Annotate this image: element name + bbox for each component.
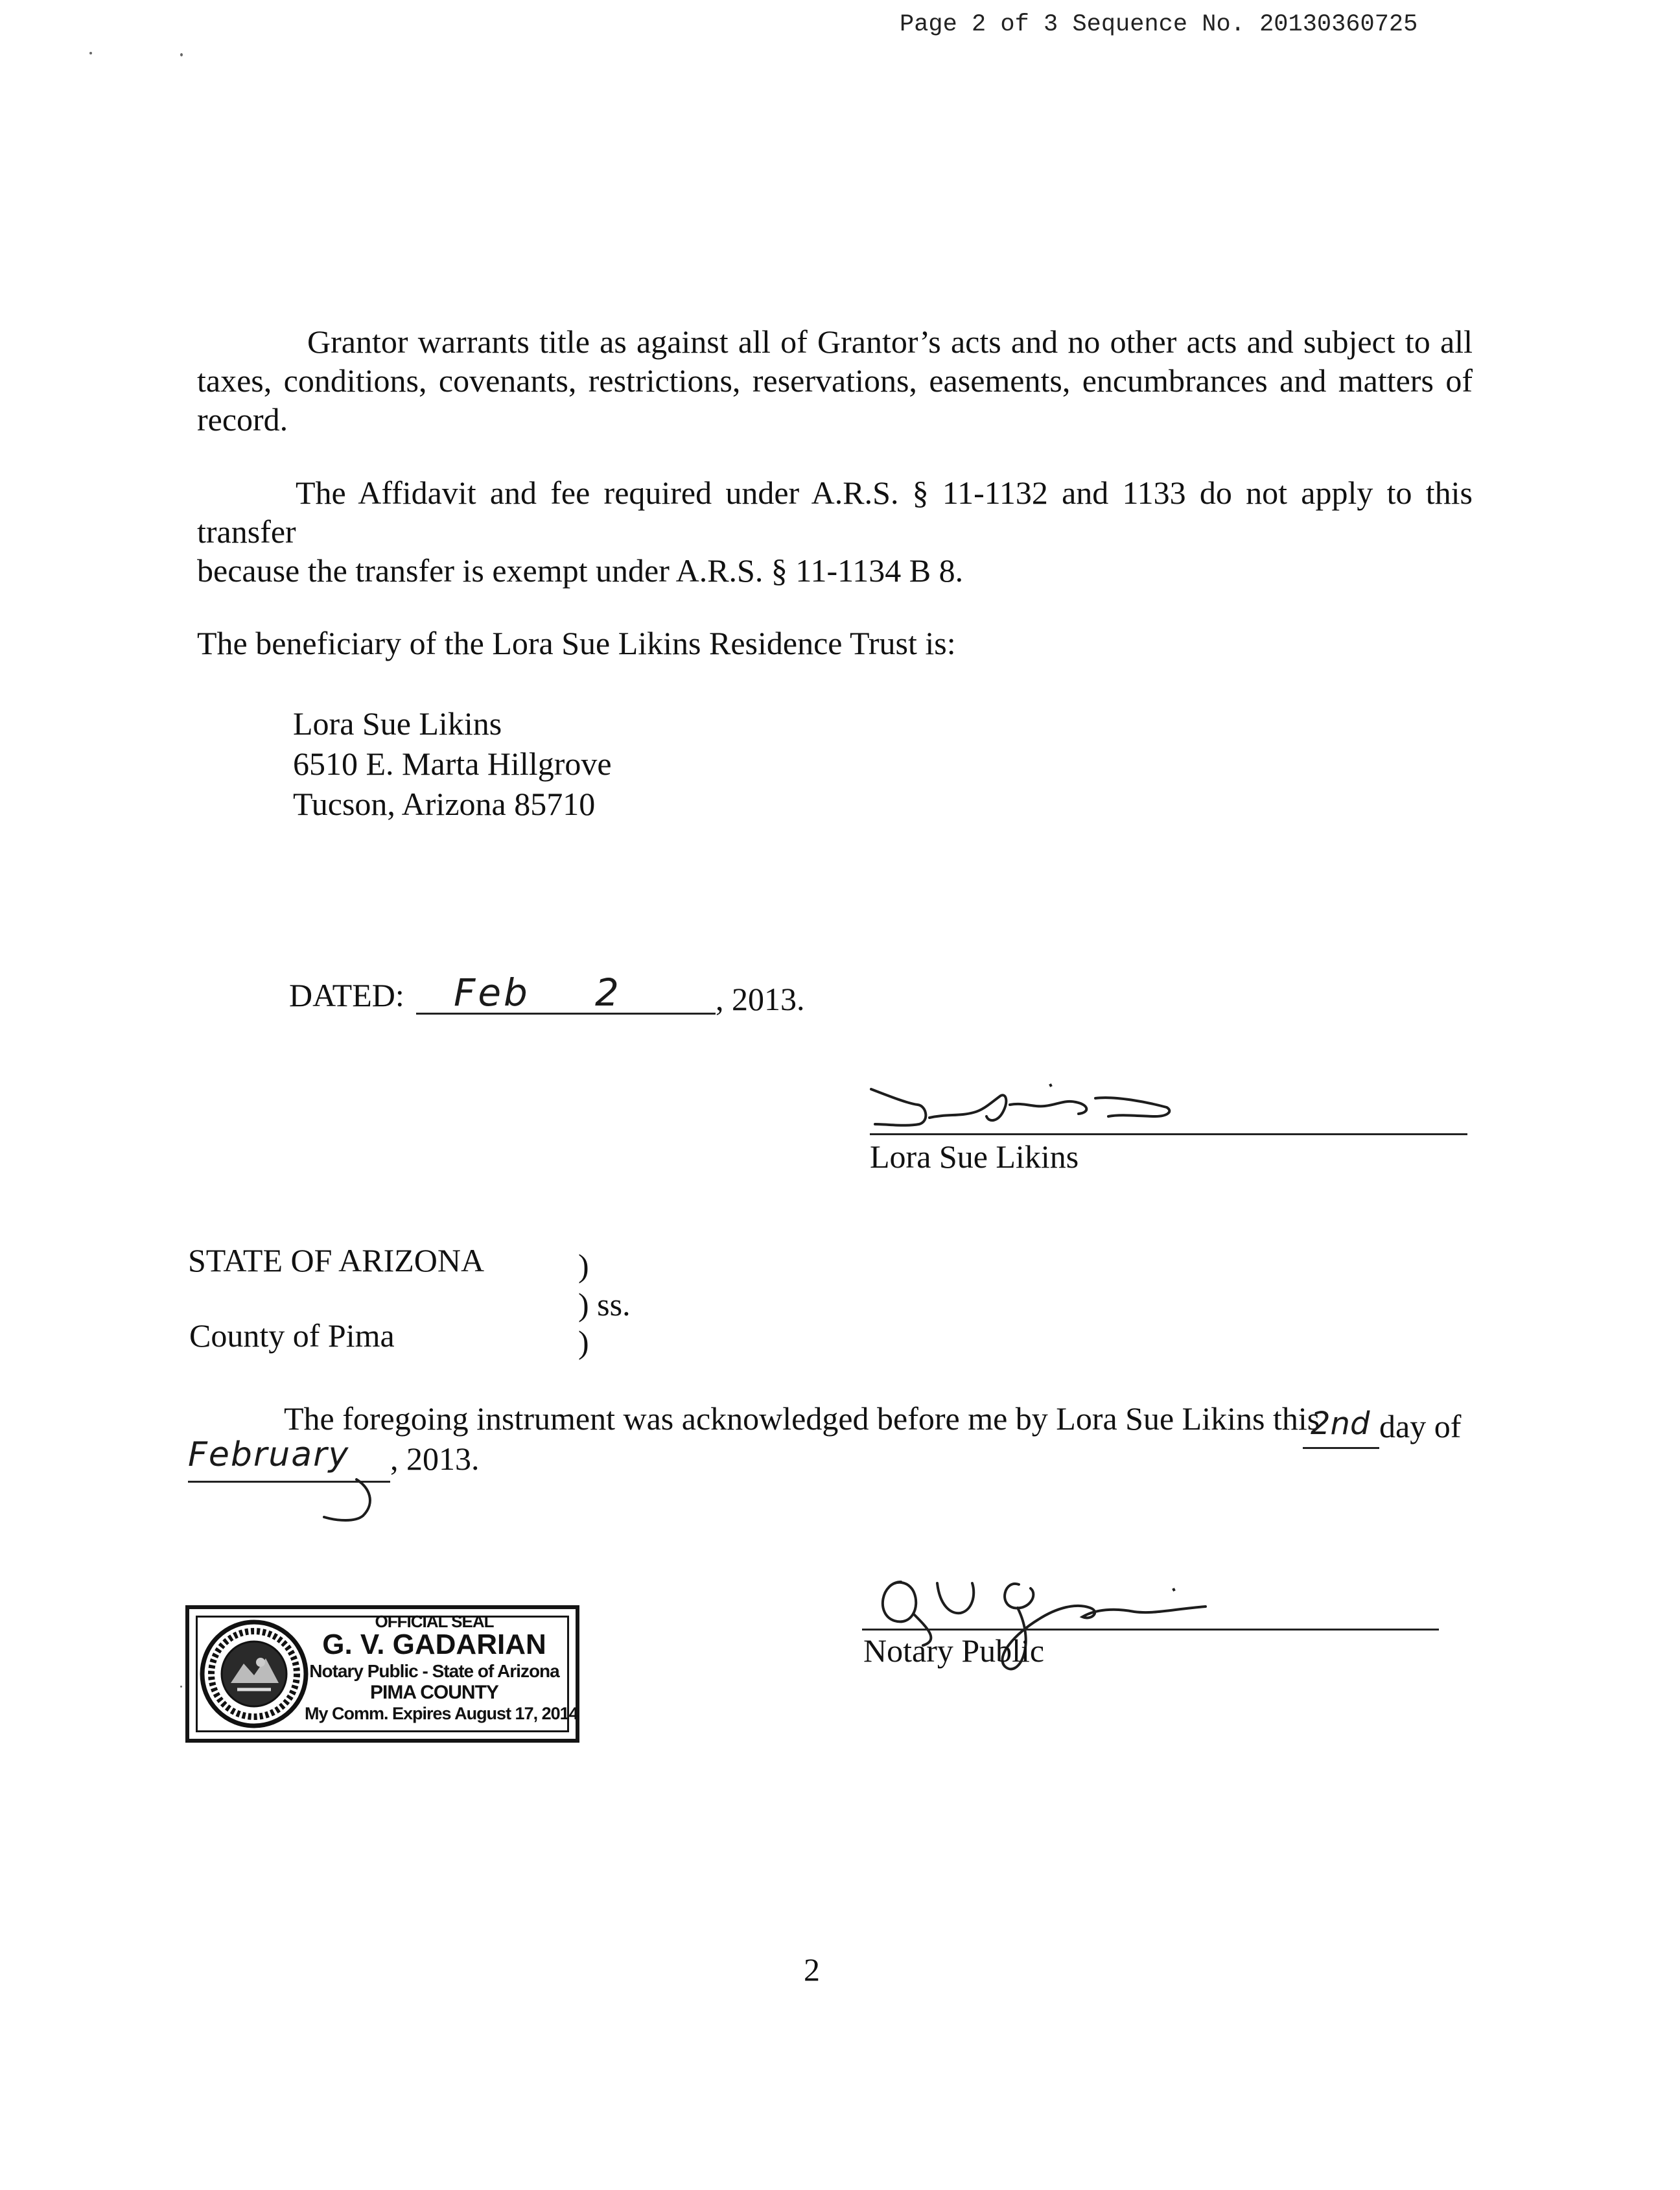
scan-speck [180,1686,182,1688]
beneficiary-name: Lora Sue Likins [293,705,502,742]
page-sequence-header: Page 2 of 3 Sequence No. 20130360725 [900,11,1418,38]
dated-year: , 2013. [716,981,805,1017]
venue-state: STATE OF ARIZONA [188,1242,485,1278]
seal-official-label: OFFICIAL SEAL [375,1612,494,1631]
acknowledgment-year: , 2013. [390,1441,480,1477]
signer-signature-line [870,1133,1467,1135]
notary-signature-line [862,1629,1439,1631]
notary-seal-stamp [185,1605,579,1743]
beneficiary-address [293,703,612,824]
scan-speck [180,53,183,56]
beneficiary-intro: The beneficiary of the Lora Sue Likins Residence Trust is: [197,625,956,661]
scan-speck [89,52,92,54]
beneficiary-street: 6510 E. Marta Hillgrove [293,746,612,782]
venue-ss: ) ss. [578,1286,631,1323]
seal-commission-state: Notary Public - State of Arizona [309,1661,559,1681]
affidavit-line: The Affidavit and fee required under A.R.S. § 11-1132 and 1133 do not apply to this transfer [197,475,1473,550]
warranty-line: record. [197,401,288,438]
warranty-line: Grantor warrants title as against all of Grantor’s acts and no other acts and subject to all [307,324,1473,360]
page-number: 2 [804,1951,820,1988]
dated-label: DATED: [289,977,404,1013]
venue-county: County of Pima [189,1317,395,1354]
venue-paren: ) [578,1324,589,1360]
affidavit-paragraph [197,473,1473,590]
seal-expiration: My Comm. Expires August 17, 2014 [305,1704,578,1723]
handwritten-ack-day: 2nd [1311,1406,1370,1442]
handwritten-dated-month: Feb [454,971,530,1015]
seal-notary-name: G. V. GADARIAN [322,1629,546,1660]
arizona-state-seal-emblem [198,1618,310,1730]
notary-public-label: Notary Public [863,1632,1045,1669]
venue-paren: ) [578,1247,589,1284]
beneficiary-city: Tucson, Arizona 85710 [293,786,596,822]
seal-county: PIMA COUNTY [370,1682,498,1703]
signer-name: Lora Sue Likins [870,1138,1079,1175]
handwriting-flourish [311,1477,389,1529]
affidavit-line: because the transfer is exempt under A.R.S. § 11-1134 B 8. [197,552,964,589]
acknowledgment-day-of: day of [1379,1408,1462,1444]
acknowledgment-text: The foregoing instrument was acknowledged before me by Lora Sue Likins this [284,1400,1320,1437]
handwritten-dated-day: 2 [595,971,619,1015]
handwritten-ack-month: February [188,1435,350,1474]
ack-day-blank-line [1303,1447,1379,1449]
warranty-paragraph [197,322,1473,439]
warranty-line: taxes, conditions, covenants, restrictions, reservations, easements, encumbrances and matters of [197,362,1473,399]
